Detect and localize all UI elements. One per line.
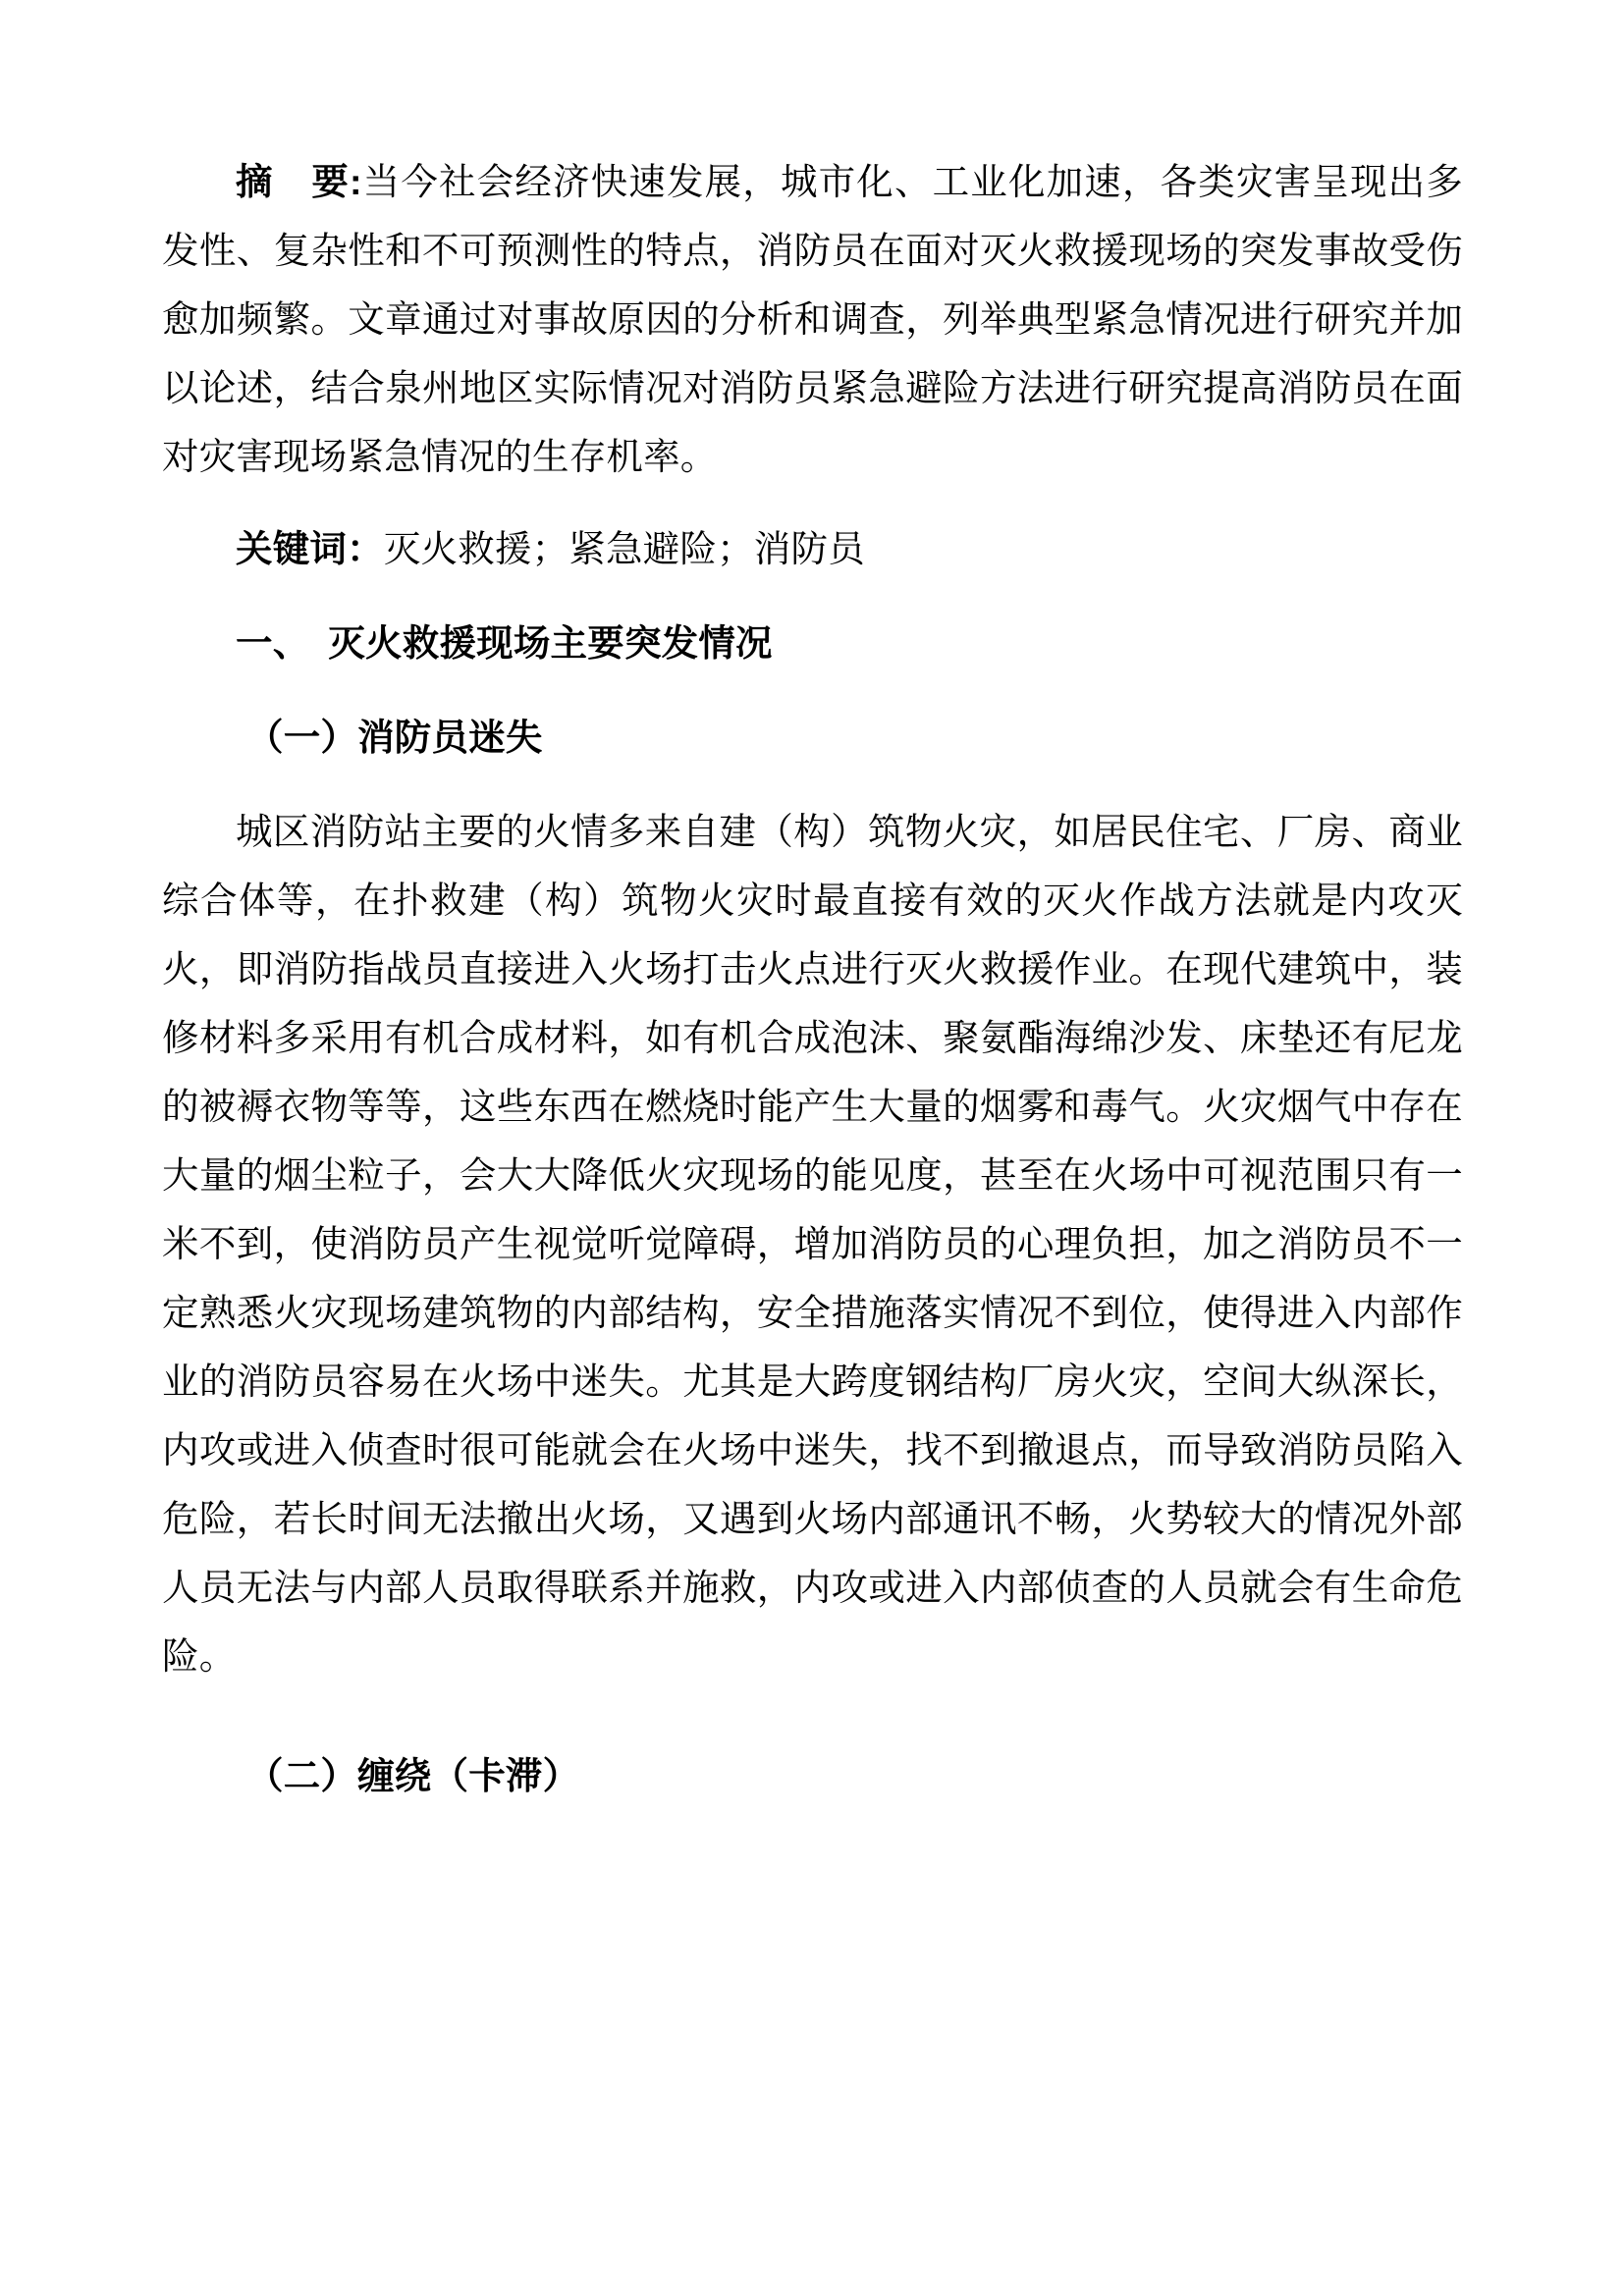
abstract-label: 摘 要:: [236, 161, 362, 202]
abstract-text: 当今社会经济快速发展，城市化、工业化加速，各类灾害呈现出多发性、复杂性和不可预测性的特点，消防员在面对灭火救援现场的突发事故受伤愈加频繁。文章通过对事故原因的分析和调查，列举典型紧急情况进行研究并加以论述，结合泉州地区实际情况对消防员紧急避险方法进行研究提高消防员在面对灾害现场紧急情况的生存机率。: [162, 161, 1463, 477]
keywords-label: 关键词：: [236, 528, 384, 569]
body-paragraph: 城区消防站主要的火情多来自建（构）筑物火灾，如居民住宅、厂房、商业综合体等，在扑救建（构）筑物火灾时最直接有效的灭火作战方法就是内攻灭火，即消防指战员直接进入火场打击火点进行灭火救援作业。在现代建筑中，装修材料多采用有机合成材料，如有机合成泡沫、聚氨酯海绵沙发、床垫还有尼龙的被褥衣物等等，这些东西在燃烧时能产生大量的烟雾和毒气。火灾烟气中存在大量的烟尘粒子，会大大降低火灾现场的能见度，甚至在火场中可视范围只有一米不到，使消防员产生视觉听觉障碍，增加消防员的心理负担，加之消防员不一定熟悉火灾现场建筑物的内部结构，安全措施落实情况不到位，使得进入内部作业的消防员容易在火场中迷失。尤其是大跨度钢结构厂房火灾，空间大纵深长，内攻或进入侦查时很可能就会在火场中迷失，找不到撤退点，而导致消防员陷入危险，若长时间无法撤出火场，又遇到火场内部通讯不畅，火势较大的情况外部人员无法与内部人员取得联系并施救，内攻或进入内部侦查的人员就会有生命危险。: [162, 811, 1463, 1677]
subsection-heading-entanglement: （二）缠绕（卡滞）: [246, 1755, 580, 1796]
document-content: [162, 147, 1463, 1810]
subsection-heading-fireman-lost: （一）消防员迷失: [246, 717, 543, 758]
keywords-text: 灭火救援；紧急避险；消防员: [383, 528, 865, 569]
keywords-paragraph: [162, 514, 1463, 583]
abstract-paragraph: [162, 147, 1463, 491]
section-heading: 一、 灭火救援现场主要突发情况: [236, 622, 773, 664]
